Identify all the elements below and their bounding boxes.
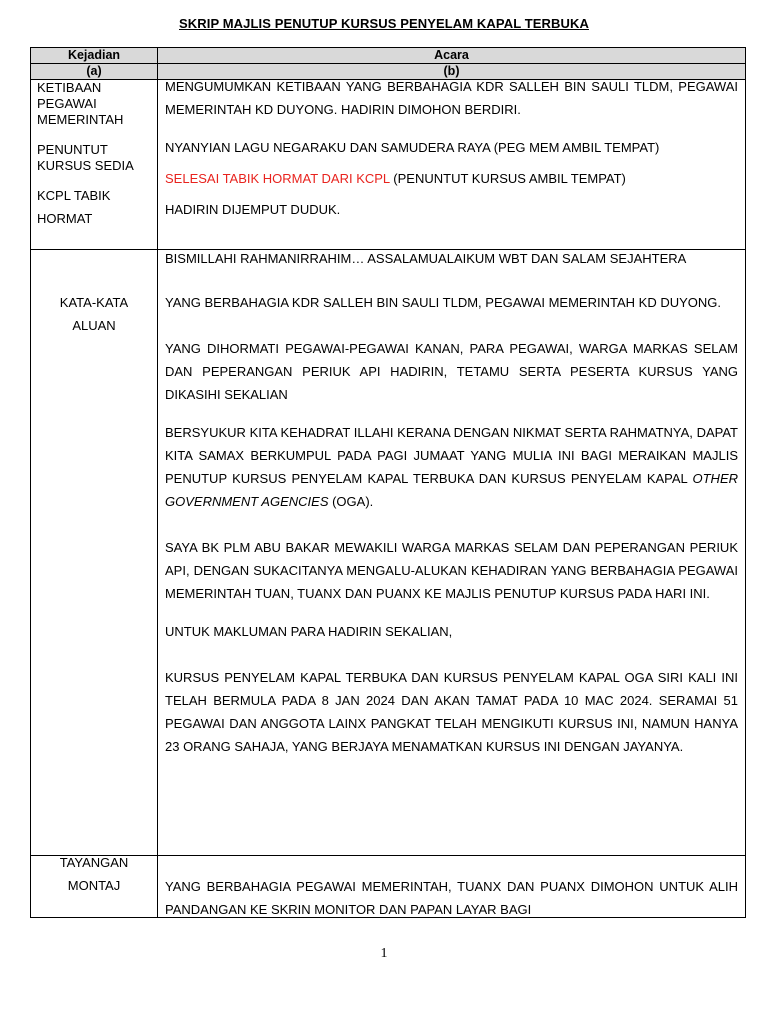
subheader-a: (a) (31, 64, 158, 80)
header-kejadian: Kejadian (31, 48, 158, 64)
event-penuntut-sedia: PENUNTUT KURSUS SEDIA (37, 142, 134, 173)
event-tayangan-montaj: TAYANGAN MONTAJ (59, 855, 129, 893)
header-row (31, 48, 746, 64)
acara-text: MENGUMUMKAN KETIBAAN YANG BERBAHAGIA KDR SALLEH BIN SAULI TLDM, PEGAWAI MEMERINTAH KD DUYONG. HADIRIN DIMOHON BERDIRI. (165, 79, 738, 117)
acara-text: YANG BERBAHAGIA KDR SALLEH BIN SAULI TLDM, PEGAWAI MEMERINTAH KD DUYONG. (165, 295, 721, 310)
event-cell (31, 250, 158, 856)
acara-text: BISMILLAHI RAHMANIRRAHIM… ASSALAMUALAIKUM WBT DAN SALAM SEJAHTERA (165, 251, 687, 266)
event-cell (31, 856, 158, 918)
red-highlight-text: SELESAI TABIK HORMAT DARI KCPL (165, 171, 390, 186)
acara-text: SELESAI TABIK HORMAT DARI KCPL (PENUNTUT KURSUS AMBIL TEMPAT) (165, 171, 626, 186)
subheader-b: (b) (158, 64, 746, 80)
header-acara: Acara (158, 48, 746, 64)
document-title: SKRIP MAJLIS PENUTUP KURSUS PENYELAM KAPAL TERBUKA (179, 16, 589, 31)
table-row (31, 250, 746, 856)
table-row (31, 856, 746, 918)
event-ketibaan: KETIBAAN PEGAWAI MEMERINTAH (37, 80, 124, 127)
acara-text: NYANYIAN LAGU NEGARAKU DAN SAMUDERA RAYA (PEG MEM AMBIL TEMPAT) (165, 140, 660, 155)
acara-cell (158, 856, 746, 918)
acara-text: YANG BERBAHAGIA PEGAWAI MEMERINTAH, TUANX DAN PUANX DIMOHON UNTUK ALIH PANDANGAN KE SKRIN MONITOR DAN PAPAN LAYAR BAGI (165, 879, 738, 916)
event-kcpl-tabik: KCPL TABIK HORMAT (37, 188, 111, 226)
script-table (30, 47, 746, 918)
acara-text: HADIRIN DIJEMPUT DUDUK. (165, 202, 341, 217)
acara-cell (158, 250, 746, 856)
page-number: 1 (380, 946, 388, 961)
acara-cell (158, 80, 746, 250)
acara-text: UNTUK MAKLUMAN PARA HADIRIN SEKALIAN, (165, 624, 453, 639)
acara-text: KURSUS PENYELAM KAPAL TERBUKA DAN KURSUS PENYELAM KAPAL OGA SIRI KALI INI TELAH BERMULA PADA 8 JAN 2024 DAN AKAN TAMAT PADA 10 MAC 2024. SERAMAI 51 PEGAWAI DAN ANGGOTA LAINX PANGKAT TELAH MENGIKUTI KURSUS INI, NAMUN HANYA 23 ORANG SAHAJA, YANG BERJAYA MENAMATKAN KURSUS INI DENGAN JAYANYA. (165, 670, 738, 754)
acara-text: SAYA BK PLM ABU BAKAR MEWAKILI WARGA MARKAS SELAM DAN PEPERANGAN PERIUK API, DENGAN SUKACITANYA MENGALU-ALUKAN KEHADIRAN YANG BERBAHAGIA PEGAWAI MEMERINTAH TUAN, TUANX DAN PUANX KE MAJLIS PENUTUP KURSUS PADA HARI INI. (165, 540, 738, 601)
event-cell (31, 80, 158, 250)
event-kata-aluan: KATA-KATA ALUAN (59, 295, 129, 333)
acara-text: BERSYUKUR KITA KEHADRAT ILLAHI KERANA DENGAN NIKMAT SERTA RAHMATNYA, DAPAT KITA SAMAX BERKUMPUL PADA PAGI JUMAAT YANG MULIA INI BAGI MERAIKAN MAJLIS PENUTUP KURSUS PENYELAM KAPAL TERBUKA DAN KURSUS PENYELAM KAPAL OTHER GOVERNMENT AGENCIES (OGA). (165, 425, 738, 509)
acara-text: YANG DIHORMATI PEGAWAI-PEGAWAI KANAN, PARA PEGAWAI, WARGA MARKAS SELAM DAN PEPERANGAN PERIUK API HADIRIN, TETAMU SERTA PESERTA KURSUS YANG DIKASIHI SEKALIAN (165, 341, 738, 402)
table-row (31, 80, 746, 250)
